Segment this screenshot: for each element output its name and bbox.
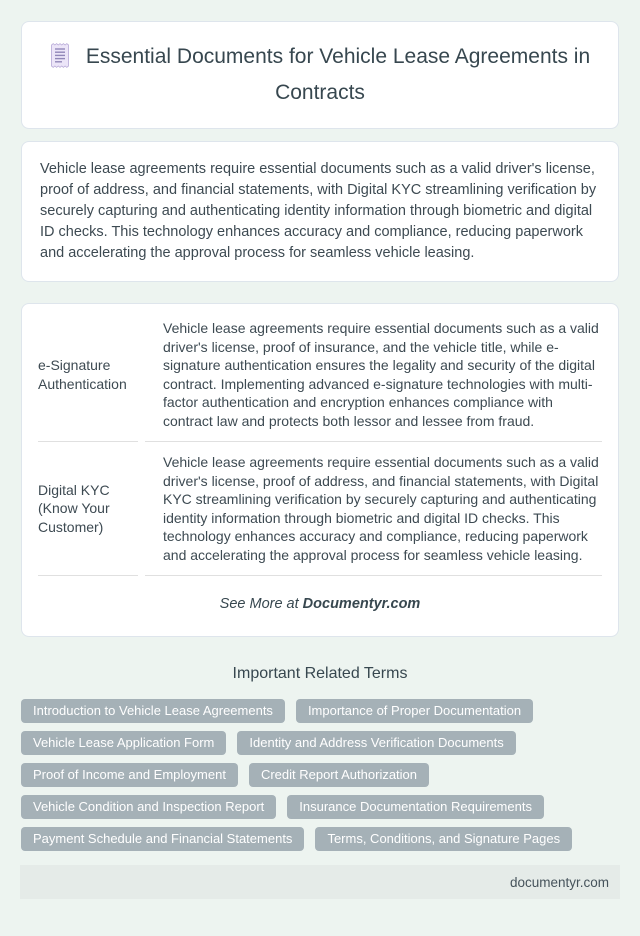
- tag-row: [21, 699, 619, 723]
- related-term-tag[interactable]: Terms, Conditions, and Signature Pages: [315, 827, 572, 851]
- intro-card: [21, 141, 619, 282]
- receipt-icon: [50, 42, 70, 78]
- term-cell: Digital KYC (Know Your Customer): [38, 442, 138, 576]
- related-term-tag[interactable]: Vehicle Condition and Inspection Report: [21, 795, 276, 819]
- related-term-tag[interactable]: Insurance Documentation Requirements: [287, 795, 544, 819]
- footer-site-link[interactable]: documentyr.com: [509, 874, 609, 890]
- tag-row: [21, 763, 619, 787]
- tag-row: [21, 731, 619, 755]
- term-cell: e-Signature Authentication: [38, 308, 138, 442]
- tag-row: [21, 827, 619, 851]
- related-term-tag[interactable]: Identity and Address Verification Documents: [237, 731, 515, 755]
- terms-table: [38, 308, 602, 576]
- see-more-brand-link[interactable]: Documentyr.com: [302, 596, 421, 612]
- footer-bar: [20, 865, 620, 899]
- table-row: [38, 442, 602, 576]
- bottom-spacer: [21, 899, 619, 929]
- tag-row: [21, 795, 619, 819]
- page-title-text: Essential Documents for Vehicle Lease Agreements in Contracts: [85, 45, 591, 104]
- related-term-tag[interactable]: Credit Report Authorization: [249, 763, 429, 787]
- terms-table-card: [21, 303, 619, 637]
- related-term-tag[interactable]: Vehicle Lease Application Form: [21, 731, 226, 755]
- intro-paragraph: Vehicle lease agreements require essential documents such as a valid driver's license, proof of address, and financial statements, with Digital KYC streamlining verification by securely capturing and authenticating identity information through biometric and digital ID checks. This technology enhances accuracy and compliance, reducing paperwork and accelerating the approval process for seamless vehicle leasing.: [40, 161, 597, 261]
- title-card: [21, 21, 619, 129]
- description-cell: Vehicle lease agreements require essential documents such as a valid driver's license, proof of insurance, and the vehicle title, while e-signature authentication ensures the legality and security of the digital contract. Implementing advanced e-signature technologies with multi-factor authentication and encryption enhances compliance with contract law and protects both lessor and lessee from fraud.: [145, 308, 602, 442]
- page-title: [46, 42, 594, 108]
- related-term-tag[interactable]: Importance of Proper Documentation: [296, 699, 533, 723]
- table-row: [38, 308, 602, 442]
- related-term-tag[interactable]: Payment Schedule and Financial Statements: [21, 827, 304, 851]
- see-more-line: [38, 596, 602, 612]
- related-terms-heading: Important Related Terms: [232, 665, 408, 682]
- related-terms-list: [21, 699, 619, 851]
- related-term-tag[interactable]: Introduction to Vehicle Lease Agreements: [21, 699, 285, 723]
- description-cell: Vehicle lease agreements require essential documents such as a valid driver's license, proof of address, and financial statements, with Digital KYC streamlining verification by securely capturing and authenticating identity information through biometric and digital ID checks. This technology enhances accuracy and compliance, reducing paperwork and accelerating the approval process for seamless vehicle leasing.: [145, 442, 602, 576]
- related-term-tag[interactable]: Proof of Income and Employment: [21, 763, 238, 787]
- see-more-text: See More at: [219, 596, 303, 612]
